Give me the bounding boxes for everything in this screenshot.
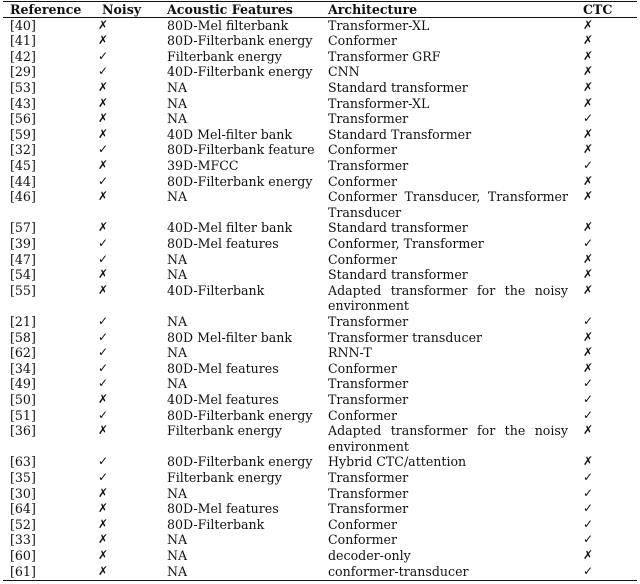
cell-noisy: ✗ [97,516,109,531]
cell-noisy: ✓ [97,329,109,344]
cell-reference: [62] [10,345,36,361]
cell-noisy: ✓ [97,235,109,250]
cell-reference: [61] [10,563,36,579]
cell-features: NA [167,251,188,267]
cell-ctc: ✗ [582,79,594,94]
cell-architecture: Transformer [328,469,409,485]
cell-noisy: ✗ [97,111,109,126]
cell-reference: [64] [10,501,36,517]
cell-noisy: ✓ [97,251,109,266]
cell-architecture: Hybrid CTC/attention [328,454,467,470]
cell-noisy: ✗ [97,189,109,204]
cell-ctc: ✗ [582,360,594,375]
cell-reference: [51] [10,407,36,423]
cell-architecture: Conformer [328,142,398,158]
cell-features: 40D-Mel filter bank [167,220,293,236]
cell-reference: [39] [10,235,36,251]
cell-features: 80D-Mel features [167,235,279,251]
cell-ctc: ✗ [582,95,594,110]
cell-architecture: Adapted transformer for the noisy environment [328,282,568,314]
cell-features: Filterbank energy [167,423,282,439]
cell-ctc: ✓ [582,235,594,250]
cell-reference: [52] [10,516,36,532]
cell-noisy: ✗ [97,33,109,48]
cell-ctc: ✗ [582,17,594,32]
cell-features: NA [167,376,188,392]
cell-architecture: Transformer [328,111,409,127]
cell-architecture: Conformer, Transformer [328,235,484,251]
cell-ctc: ✗ [582,267,594,282]
cell-architecture: Adapted transformer for the noisy environment [328,423,568,454]
cell-features: Filterbank energy [167,48,282,64]
cell-architecture: Conformer [328,407,398,423]
cell-architecture: Transformer [328,391,409,407]
cell-ctc: ✓ [582,391,594,406]
cell-ctc: ✗ [582,547,594,562]
cell-features: 40D-Filterbank energy [167,64,313,80]
cell-features: 80D-Mel filterbank [167,17,289,33]
cell-noisy: ✗ [97,220,109,235]
cell-noisy: ✗ [97,95,109,110]
header-reference: Reference [10,2,82,17]
cell-features: 80D-Filterbank energy [167,173,313,189]
cell-architecture: Transformer-XL [328,95,430,111]
cell-reference: [40] [10,17,36,33]
cell-reference: [35] [10,469,36,485]
cell-features: 80D-Mel features [167,501,279,517]
cell-features: 40D-Mel features [167,391,279,407]
cell-reference: [56] [10,111,36,127]
cell-architecture: Conformer [328,251,398,267]
cell-reference: [29] [10,64,36,80]
cell-features: 80D Mel-filter bank [167,329,293,345]
cell-reference: [21] [10,313,36,329]
cell-features: 80D-Filterbank energy [167,407,313,423]
cell-architecture: Standard transformer [328,267,468,283]
cell-ctc: ✗ [582,33,594,48]
cell-noisy: ✓ [97,173,109,188]
cell-architecture: Conformer [328,33,398,49]
cell-reference: [59] [10,126,36,142]
cell-ctc: ✓ [582,563,594,578]
cell-architecture: Transformer [328,501,409,517]
cell-reference: [49] [10,376,36,392]
cell-features: 80D-Filterbank energy [167,33,313,49]
cell-reference: [46] [10,189,36,205]
cell-architecture: Transformer [328,376,409,392]
cell-features: 80D-Mel features [167,360,279,376]
cell-noisy: ✗ [97,532,109,547]
cell-noisy: ✓ [97,64,109,79]
cell-ctc: ✓ [582,485,594,500]
cell-noisy: ✗ [97,423,109,438]
cell-noisy: ✗ [97,157,109,172]
cell-noisy: ✓ [97,48,109,63]
cell-ctc: ✗ [582,173,594,188]
cell-ctc: ✗ [582,126,594,141]
cell-features: NA [167,267,188,283]
cell-reference: [47] [10,251,36,267]
cell-noisy: ✗ [97,485,109,500]
cell-ctc: ✗ [582,189,594,204]
cell-architecture: Transformer transducer [328,329,483,345]
cell-noisy: ✓ [97,142,109,157]
cell-ctc: ✗ [582,282,594,297]
header-architecture: Architecture [328,2,418,17]
cell-features: NA [167,547,188,563]
cell-reference: [43] [10,95,36,111]
cell-ctc: ✗ [582,48,594,63]
cell-features: 80D-Filterbank feature [167,142,315,158]
cell-reference: [54] [10,267,36,283]
cell-ctc: ✓ [582,469,594,484]
cell-reference: [33] [10,532,36,548]
cell-noisy: ✗ [97,267,109,282]
cell-architecture: Conformer [328,173,398,189]
cell-features: 40D-Filterbank [167,282,265,298]
cell-ctc: ✗ [582,142,594,157]
cell-reference: [50] [10,391,36,407]
cell-architecture: Transformer [328,313,409,329]
bottom-rule [3,580,637,581]
cell-ctc: ✗ [582,251,594,266]
cell-features: NA [167,563,188,579]
cell-architecture: Conformer [328,516,398,532]
cell-reference: [60] [10,547,36,563]
cell-reference: [34] [10,360,36,376]
cell-reference: [32] [10,142,36,158]
cell-reference: [30] [10,485,36,501]
cell-features: 39D-MFCC [167,157,239,173]
cell-ctc: ✗ [582,454,594,469]
cell-features: NA [167,189,188,205]
header-features: Acoustic Features [167,2,293,17]
cell-architecture: decoder-only [328,547,411,563]
cell-features: NA [167,313,188,329]
cell-ctc: ✓ [582,501,594,516]
cell-reference: [42] [10,48,36,64]
cell-noisy: ✗ [97,282,109,297]
cell-architecture: Conformer [328,360,398,376]
cell-noisy: ✗ [97,17,109,32]
cell-architecture: Standard Transformer [328,126,472,142]
cell-noisy: ✓ [97,407,109,422]
cell-architecture: RNN-T [328,345,372,361]
cell-noisy: ✓ [97,345,109,360]
cell-reference: [44] [10,173,36,189]
cell-architecture: Transformer-XL [328,17,430,33]
cell-reference: [53] [10,79,36,95]
cell-ctc: ✗ [582,345,594,360]
cell-noisy: ✗ [97,79,109,94]
cell-noisy: ✗ [97,501,109,516]
cell-architecture: Transformer [328,485,409,501]
cell-ctc: ✓ [582,111,594,126]
cell-ctc: ✓ [582,376,594,391]
cell-ctc: ✗ [582,423,594,438]
cell-features: NA [167,485,188,501]
cell-noisy: ✓ [97,469,109,484]
cell-features: NA [167,95,188,111]
cell-reference: [45] [10,157,36,173]
cell-architecture: Standard transformer [328,79,468,95]
cell-noisy: ✗ [97,126,109,141]
cell-architecture: Conformer [328,532,398,548]
cell-features: NA [167,111,188,127]
cell-noisy: ✓ [97,313,109,328]
cell-architecture: CNN [328,64,360,80]
cell-reference: [55] [10,282,36,298]
cell-ctc: ✓ [582,516,594,531]
header-ctc: CTC [583,2,613,17]
cell-reference: [57] [10,220,36,236]
cell-reference: [58] [10,329,36,345]
cell-reference: [36] [10,423,36,439]
cell-architecture: Standard transformer [328,220,468,236]
cell-ctc: ✗ [582,220,594,235]
cell-architecture: conformer-transducer [328,563,469,579]
cell-ctc: ✗ [582,64,594,79]
cell-features: 80D-Filterbank [167,516,265,532]
cell-ctc: ✓ [582,313,594,328]
cell-features: 40D Mel-filter bank [167,126,293,142]
cell-noisy: ✗ [97,391,109,406]
cell-ctc: ✓ [582,407,594,422]
cell-ctc: ✗ [582,329,594,344]
cell-features: NA [167,345,188,361]
cell-noisy: ✓ [97,360,109,375]
header-noisy: Noisy [102,2,142,17]
cell-reference: [63] [10,454,36,470]
cell-architecture: Transformer GRF [328,48,441,64]
cell-features: NA [167,79,188,95]
cell-ctc: ✓ [582,157,594,172]
cell-noisy: ✗ [97,563,109,578]
cell-noisy: ✗ [97,547,109,562]
cell-reference: [41] [10,33,36,49]
cell-noisy: ✓ [97,454,109,469]
cell-ctc: ✓ [582,532,594,547]
cell-noisy: ✓ [97,376,109,391]
cell-features: 80D-Filterbank energy [167,454,313,470]
cell-architecture: Conformer Transducer, Transformer Transducer [328,189,568,220]
cell-features: NA [167,532,188,548]
cell-features: Filterbank energy [167,469,282,485]
cell-architecture: Transformer [328,157,409,173]
